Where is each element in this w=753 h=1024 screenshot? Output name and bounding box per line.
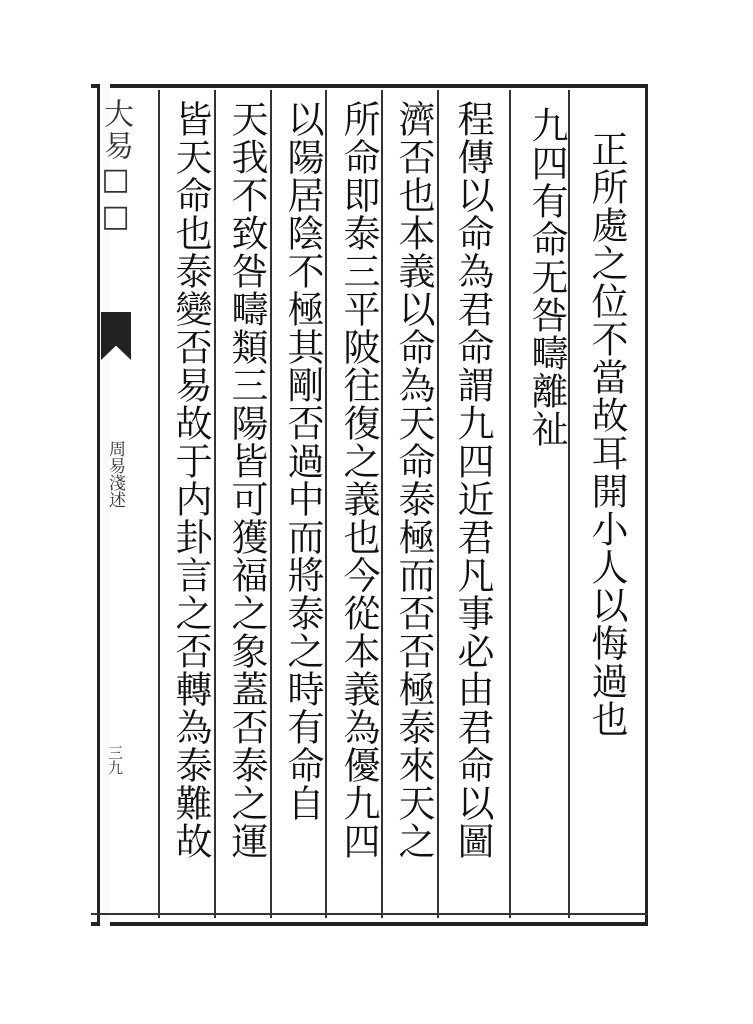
column-rule bbox=[381, 90, 383, 918]
text-column-2: 九四有命无咎疇離祉 bbox=[525, 106, 568, 448]
text-column-7: 天我不致咎疇類三陽皆可獲福之象蓋否泰之運 bbox=[225, 100, 268, 860]
text-column-6: 以陽居陰不極其剛否過中而將泰之時有命自 bbox=[281, 100, 324, 822]
column-rule bbox=[437, 90, 439, 918]
column-rule bbox=[214, 90, 216, 918]
text-column-8: 皆天命也泰變否易故于内卦言之否轉為泰難故 bbox=[169, 100, 212, 860]
text-column-5: 所命即泰三平陂往復之義也今從本義為優九四 bbox=[337, 100, 380, 860]
text-column-1: 正所處之位不當故耳開小人以悔過也 bbox=[585, 130, 628, 738]
margin-book-title: 大易□□ bbox=[98, 98, 133, 236]
column-rule bbox=[568, 90, 570, 918]
column-rule bbox=[270, 90, 272, 918]
column-rule bbox=[509, 90, 511, 918]
margin-section-label: 周易淺述 bbox=[105, 440, 125, 508]
text-column-4: 濟否也本義以命為天命泰極而否否極泰來天之 bbox=[392, 100, 435, 860]
column-rule bbox=[325, 90, 327, 918]
frame-bottom-rule bbox=[91, 913, 648, 915]
text-column-3: 程傳以命為君命謂九四近君凡事必由君命以圖 bbox=[451, 100, 494, 860]
margin-page-number: 三九 bbox=[106, 745, 124, 775]
column-rule bbox=[158, 90, 160, 918]
